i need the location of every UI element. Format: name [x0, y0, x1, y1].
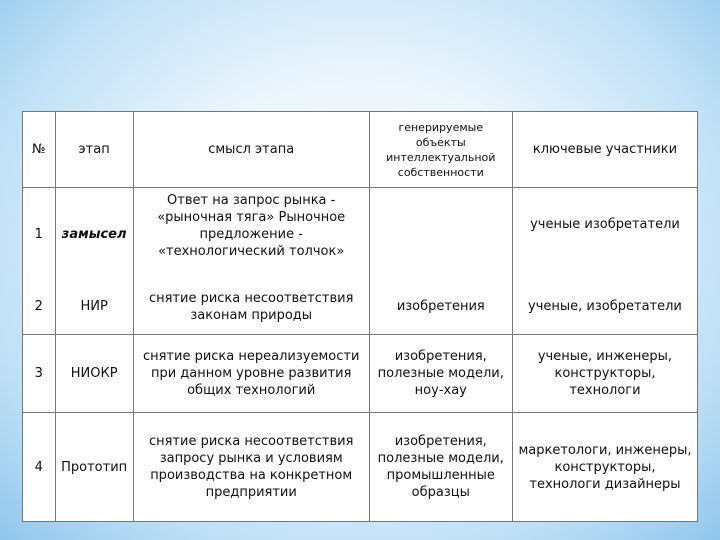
- cell-ip-objects: изобретения, полезные модели, ноу-хау: [369, 335, 512, 413]
- cell-meaning: Ответ на запрос рынка - «рыночная тяга» Рыночное предложение - «технологический толчок»: [133, 188, 369, 280]
- cell-stage: Прототип: [55, 413, 133, 522]
- cell-participants: маркетологи, инженеры, конструкторы, технологи дизайнеры: [512, 413, 697, 522]
- cell-ip-objects: изобретения, полезные модели, промышленные образцы: [369, 413, 512, 522]
- cell-participants: ученые, изобретатели: [512, 280, 697, 335]
- table-header-row: [23, 112, 698, 188]
- cell-number: 4: [23, 413, 56, 522]
- cell-meaning: снятие риска несоответствия запросу рынка и условиям производства на конкретном предприятии: [133, 413, 369, 522]
- stages-table: [22, 111, 698, 522]
- table-row: [23, 413, 698, 522]
- header-number: №: [23, 112, 56, 188]
- cell-meaning: снятие риска несоответствия законам природы: [133, 280, 369, 335]
- cell-stage: НИР: [55, 280, 133, 335]
- cell-number: 2: [23, 280, 56, 335]
- cell-participants: ученые изобретатели: [512, 188, 697, 280]
- cell-number: 1: [23, 188, 56, 280]
- cell-meaning: снятие риска нереализуемости при данном уровне развития общих технологий: [133, 335, 369, 413]
- cell-participants: ученые, инженеры, конструкторы, технологи: [512, 335, 697, 413]
- cell-number: 3: [23, 335, 56, 413]
- header-participants: ключевые участники: [512, 112, 697, 188]
- header-stage: этап: [55, 112, 133, 188]
- header-meaning: смысл этапа: [133, 112, 369, 188]
- table-row: [23, 335, 698, 413]
- header-ip-objects: генерируемые объекты интеллектуальной собственности: [369, 112, 512, 188]
- cell-stage: [55, 188, 133, 280]
- table-row: [23, 280, 698, 335]
- stage-name: замысел: [61, 227, 127, 242]
- cell-ip-objects: изобретения: [369, 280, 512, 335]
- cell-stage: НИОКР: [55, 335, 133, 413]
- cell-ip-objects: [369, 188, 512, 280]
- table-row: [23, 188, 698, 280]
